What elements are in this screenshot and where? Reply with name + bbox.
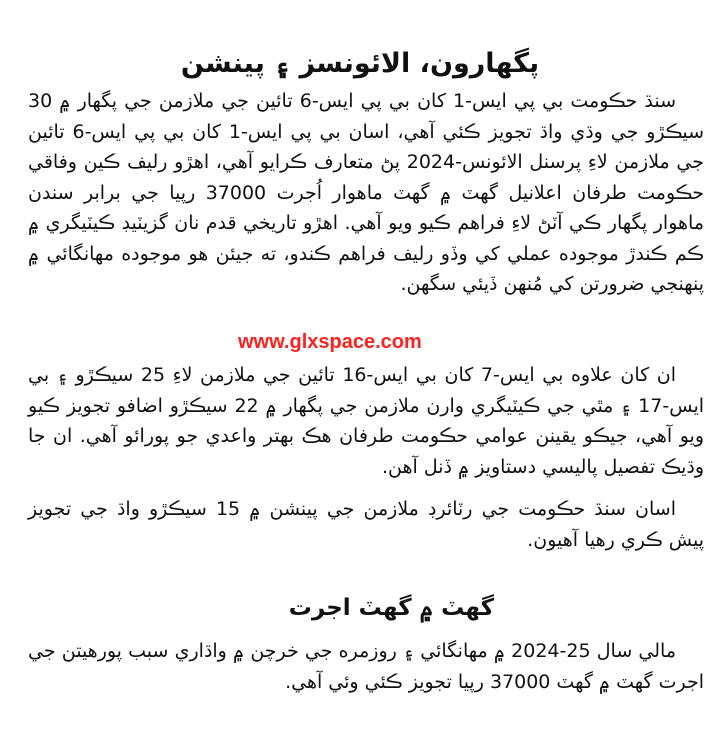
watermark-link[interactable]: www.glxspace.com — [238, 331, 422, 353]
paragraph-salary-increase: سنڌ حڪومت بي پي ايس-1 کان بي پي ايس-6 تائين جي ملازمن جي پگهار ۾ 30 سيڪڙو جي وڌي واڌ تجويز ڪئي آهي، اسان بي پي ايس-1 کان بي پي ايس-6 تائين جي ملازمن لاءِ پرسنل الائونس-2024 پڻ متعارف ڪرايو آهي، اهڙو رليف ڪين وفاقي حڪومت طرفان اعلانيل گهٽ ۾ گهٽ ماهوار اُجرت 37000 رپيا جي برابر سندن ماهوار پگهار ڪي آٽڻ لاءِ فراهم ڪيو ويو آهي. اهڙو تاريخي قدم نان گزيٽيڊ ڪيٽيگري ۾ ڪم ڪندڙ موجوده عملي کي وڏو رليف فراهم ڪندو، ته جيئن هو موجوده مهانگائي ۾ پنهنجي ضرورتن کي مُنهن ڏيئي سگهن. — [28, 90, 705, 295]
paragraph-additional-increase: ان کان علاوه بي ايس-7 کان بي ايس-16 تائين جي ملازمن لاءِ 25 سيڪڙو ۽ بي ايس-17 ۽ مٿي جي ڪيٽيگري وارن ملازمن جي پگهار ۾ 22 سيڪڙو اضافو تجويز ڪيو ويو آهي، جيڪو يقينن عوامي حڪومت طرفان هڪ بهتر واعدي جو پورائو آهي. ان جا وڌيڪ تفصيل پاليسي دستاويز ۾ ڏنل آهن. — [28, 364, 705, 478]
paragraph-minimum-wage: مالي سال 25-2024 ۾ مهانگائي ۽ روزمره جي خرچن ۾ واڌاري سبب پورهيتن جي اجرت گهٽ ۾ گهٽ 37000 رپيا تجويز ڪئي وئي آهي. — [28, 640, 704, 693]
paragraph-pension-increase: اسان سنڌ حڪومت جي رٽائرڊ ملازمن جي پينشن ۾ 15 سيڪڙو واڌ جي تجويز پيش ڪري رهيا آهيون. — [28, 498, 704, 551]
section-heading-minimum-wage: گهٽ ۾ گهٽ اجرت — [288, 595, 494, 621]
page-title: پگهارون، الائونسز ۽ پينشن — [180, 48, 540, 79]
